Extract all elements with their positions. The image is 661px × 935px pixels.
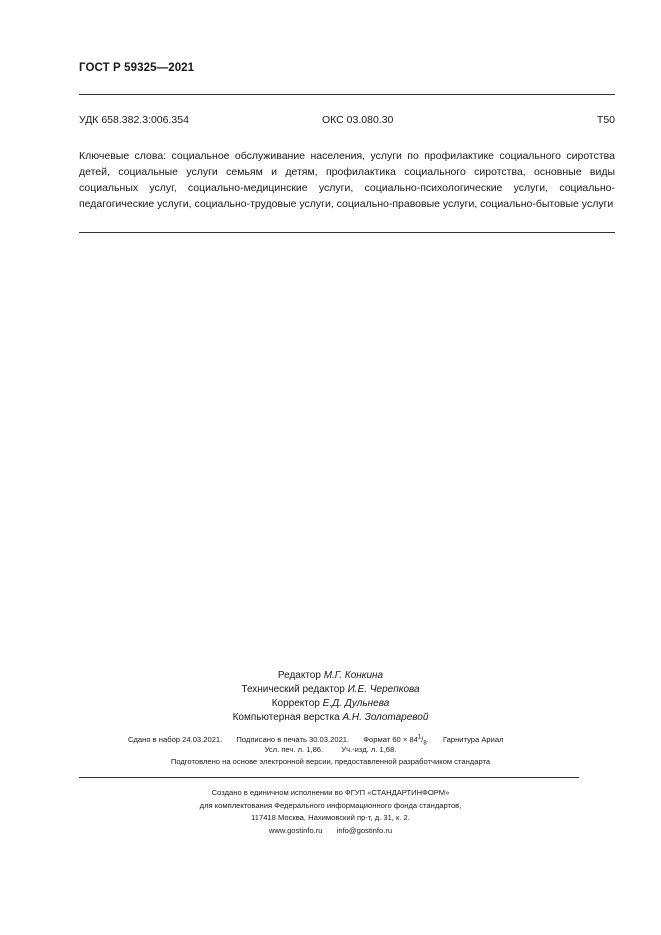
credit-editor: Редактор М.Г. Конкина bbox=[277, 670, 384, 681]
footer-divider bbox=[79, 777, 579, 778]
footer-contacts bbox=[0, 825, 661, 838]
category-code: Т50 bbox=[596, 114, 615, 126]
footer-line-1: Создано в единичном исполнении во ФГУП «СТАНДАРТИНФОРМ» bbox=[211, 788, 450, 797]
print-sheets: Усл. печ. л. 1,86. bbox=[264, 745, 324, 754]
credit-layout: Компьютерная верстка А.Н. Золотаревой bbox=[232, 712, 429, 723]
footer-address: 117418 Москва, Нахимовский пр-т, д. 31, к. 2. bbox=[251, 813, 410, 822]
publisher-sheets: Уч.-изд. л. 1,68. bbox=[341, 745, 397, 754]
editorial-credits bbox=[0, 669, 661, 725]
publisher-footer bbox=[0, 787, 661, 837]
keywords-divider bbox=[79, 232, 615, 233]
paper-format: Формат $60 \times 84^1/_8$. bbox=[363, 734, 429, 747]
oks-code: ОКС 03.080.30 bbox=[322, 114, 394, 126]
keywords-paragraph: Ключевые слова: социальное обслуживание населения, услуги по профилактике социального сиротства детей, социальные услуги семьям и детям, профилактика социального сиротства, основные виды социальных услуг, социально-медицинские услуги, социально-психологические услуги, социально-педагогические услуги, социально-трудовые услуги, социально-правовые услуги, социально-бытовые услуги bbox=[79, 150, 615, 210]
website-link[interactable]: www.gostinfo.ru bbox=[268, 825, 323, 835]
document-header: ГОСТ Р 59325—2021 bbox=[79, 62, 195, 74]
font-family-note: Гарнитура Ариал bbox=[442, 734, 504, 744]
source-note: Подготовлено на основе электронной версии, предоставленной разработчиком стандарта bbox=[170, 757, 491, 766]
signed-date: Подписано в печать 30.03.2021. bbox=[236, 734, 350, 744]
submitted-date: Сдано в набор 24.03.2021. bbox=[128, 734, 223, 744]
credit-proofreader: Корректор Е.Д. Дульнева bbox=[271, 698, 390, 709]
footer-line-2: для комплектования Федерального информационного фонда стандартов, bbox=[199, 800, 462, 810]
email-link[interactable]: info@gostinfo.ru bbox=[336, 825, 393, 835]
header-divider bbox=[79, 94, 615, 95]
credit-technical-editor: Технический редактор И.Е. Черепкова bbox=[241, 684, 420, 695]
udk-code: УДК 658.382.3:006.354 bbox=[79, 114, 189, 126]
sheet-counts bbox=[0, 745, 661, 754]
